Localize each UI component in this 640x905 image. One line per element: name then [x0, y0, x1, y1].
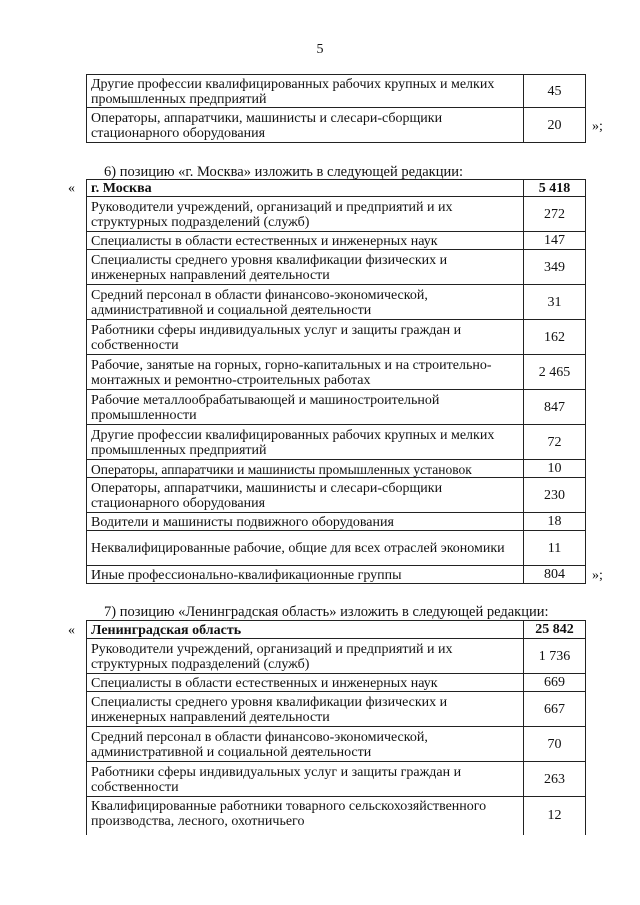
table-row	[87, 531, 586, 566]
table-row	[87, 513, 586, 531]
row-value: 45	[524, 75, 586, 108]
page-number: 5	[316, 42, 324, 57]
table-row	[87, 75, 586, 108]
table-row	[87, 250, 586, 285]
row-label: Квалифицированные работники товарного сельскохозяйственного производства, лесного, охотничьего	[87, 797, 524, 835]
row-value: 162	[524, 320, 586, 355]
row-value: 263	[524, 762, 586, 797]
region-total: 5 418	[524, 180, 586, 197]
row-value: 847	[524, 390, 586, 425]
row-value: 18	[524, 513, 586, 531]
row-value: 20	[524, 108, 586, 143]
table-continuation	[86, 74, 586, 143]
table-row	[87, 692, 586, 727]
row-value: 669	[524, 674, 586, 692]
row-value: 272	[524, 197, 586, 232]
table-row	[87, 197, 586, 232]
paragraph-6: 6) позицию «г. Москва» изложить в следующей редакции:	[104, 164, 464, 180]
closing-quote: »;	[592, 568, 603, 583]
region-name: Ленинградская область	[87, 621, 524, 639]
row-label: Специалисты среднего уровня квалификации физических и инженерных направлений деятельности	[87, 250, 524, 285]
row-label: Другие профессии квалифицированных рабочих крупных и мелких промышленных предприятий	[87, 75, 524, 108]
row-label: Работники сферы индивидуальных услуг и защиты граждан и собственности	[87, 320, 524, 355]
opening-quote: «	[68, 623, 75, 638]
row-value: 70	[524, 727, 586, 762]
row-label: Операторы, аппаратчики, машинисты и слесари-сборщики стационарного оборудования	[87, 108, 524, 143]
row-label: Руководители учреждений, организаций и предприятий и их структурных подразделений (служб)	[87, 639, 524, 674]
table-row	[87, 285, 586, 320]
table-row	[87, 390, 586, 425]
row-label: Руководители учреждений, организаций и предприятий и их структурных подразделений (служб)	[87, 197, 524, 232]
opening-quote: «	[68, 181, 75, 196]
row-value: 1 736	[524, 639, 586, 674]
table-head-row	[87, 621, 586, 639]
row-value: 11	[524, 531, 586, 566]
table-row	[87, 566, 586, 584]
table-row	[87, 232, 586, 250]
table-row	[87, 674, 586, 692]
row-label: Специалисты среднего уровня квалификации физических и инженерных направлений деятельности	[87, 692, 524, 727]
row-label: Работники сферы индивидуальных услуг и защиты граждан и собственности	[87, 762, 524, 797]
row-label: Иные профессионально-квалификационные группы	[87, 566, 524, 584]
table-row	[87, 108, 586, 143]
table-row	[87, 727, 586, 762]
row-label: Неквалифицированные рабочие, общие для всех отраслей экономики	[87, 531, 524, 566]
row-label: Специалисты в области естественных и инженерных наук	[87, 674, 524, 692]
table-row	[87, 355, 586, 390]
row-value: 72	[524, 425, 586, 460]
row-value: 147	[524, 232, 586, 250]
row-label: Средний персонал в области финансово-экономической, административной и социальной деятельности	[87, 727, 524, 762]
row-value: 2 465	[524, 355, 586, 390]
table-row	[87, 425, 586, 460]
row-label: Другие профессии квалифицированных рабочих крупных и мелких промышленных предприятий	[87, 425, 524, 460]
row-value: 667	[524, 692, 586, 727]
region-total: 25 842	[524, 621, 586, 639]
row-value: 10	[524, 460, 586, 478]
row-label: Операторы, аппаратчики, машинисты и слесари-сборщики стационарного оборудования	[87, 478, 524, 513]
row-value: 31	[524, 285, 586, 320]
region-name: г. Москва	[87, 180, 524, 197]
row-label: Рабочие металлообрабатывающей и машиностроительной промышленности	[87, 390, 524, 425]
row-value: 230	[524, 478, 586, 513]
table-row	[87, 762, 586, 797]
table-row	[87, 639, 586, 674]
closing-quote: »;	[592, 119, 603, 134]
row-value: 349	[524, 250, 586, 285]
row-label: Средний персонал в области финансово-экономической, административной и социальной деятельности	[87, 285, 524, 320]
row-label: Операторы, аппаратчики и машинисты промышленных установок	[87, 460, 524, 478]
row-label: Специалисты в области естественных и инженерных наук	[87, 232, 524, 250]
table-moscow	[86, 179, 586, 584]
table-row	[87, 478, 586, 513]
row-value: 12	[524, 797, 586, 835]
table-leningrad	[86, 620, 586, 835]
paragraph-7: 7) позицию «Ленинградская область» изложить в следующей редакции:	[104, 604, 549, 620]
row-label: Рабочие, занятые на горных, горно-капитальных и на строительно-монтажных и ремонтно-строительных работах	[87, 355, 524, 390]
table-row	[87, 460, 586, 478]
table-row	[87, 320, 586, 355]
row-value: 804	[524, 566, 586, 584]
row-label: Водители и машинисты подвижного оборудования	[87, 513, 524, 531]
table-row	[87, 797, 586, 835]
table-head-row	[87, 180, 586, 197]
